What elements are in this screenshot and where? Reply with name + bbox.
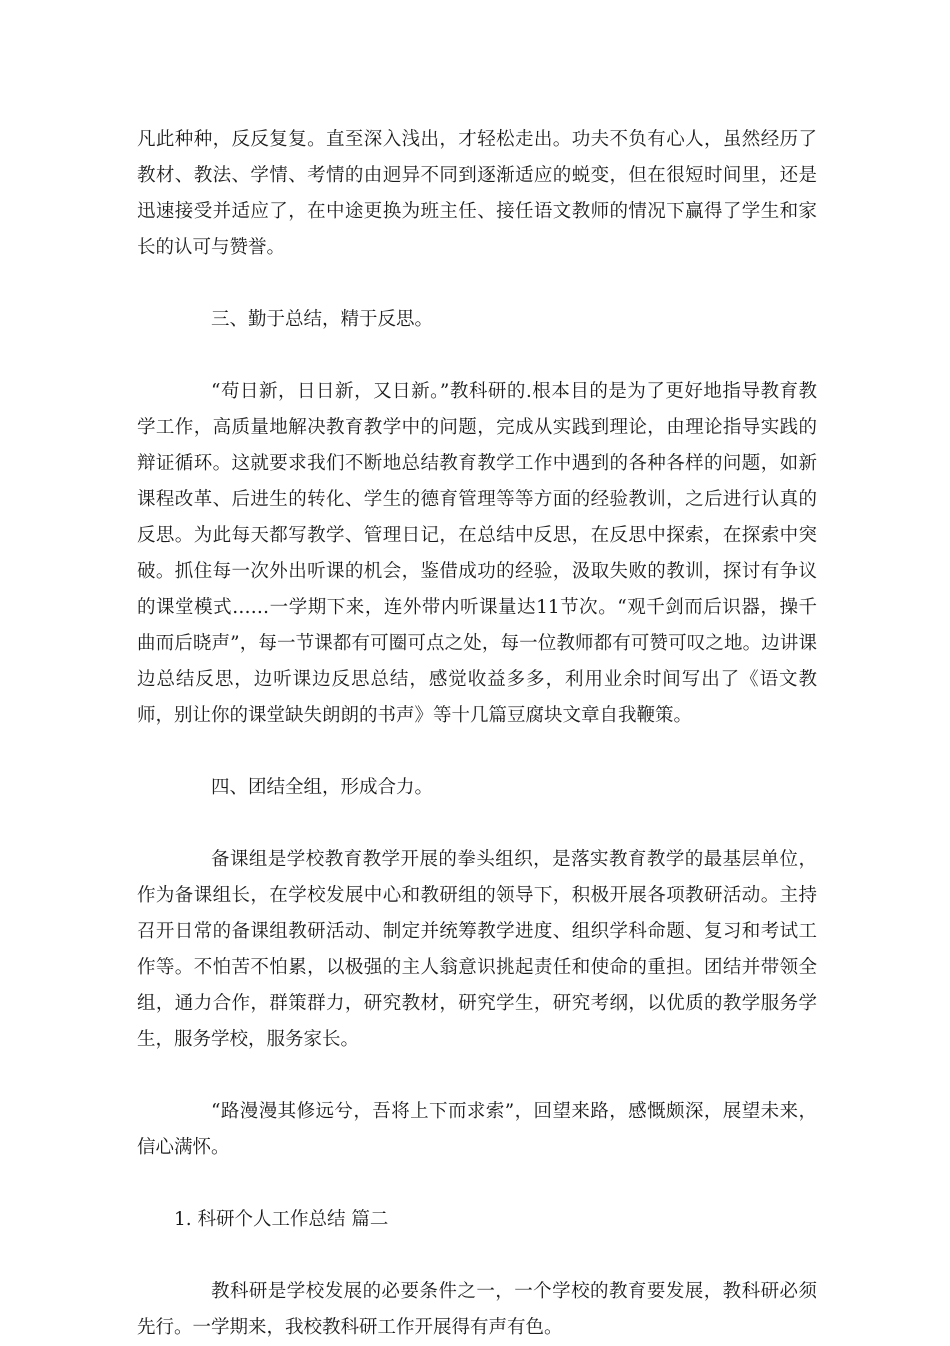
section-heading-3: 三、勤于总结，精于反思。	[211, 309, 434, 330]
paragraph-teamwork: 备课组是学校教育教学开展的拳头组织，是落实教育教学的最基层单位，作为备课组长，在学校发展中心和教研组的领导下，积极开展各项教研活动。主持召开日常的备课组教研活动、制定并统筹教学进度、组织学科命题、复习和考试工作等。不怕苦不怕累，以极强的主人翁意识挑起责任和使命的重担。团结并带领全组，通力合作，群策群力，研究教材，研究学生，研究考纲，以优质的教学服务学生，服务学校，服务家长。	[137, 849, 817, 1050]
paragraph-closing-quote: “路漫漫其修远兮，吾将上下而求索”，回望来路，感慨颇深，展望未来，信心满怀。	[137, 1101, 817, 1158]
article-heading-part-two: 1. 科研个人工作总结 篇二	[174, 1209, 389, 1230]
paragraph-continuation: 凡此种种，反反复复。直至深入浅出，才轻松走出。功夫不负有心人，虽然经历了教材、教法、学情、考情的由迥异不同到逐渐适应的蜕变，但在很短时间里，还是迅速接受并适应了，在中途更换为班主任、接任语文教师的情况下赢得了学生和家长的认可与赞誉。	[137, 129, 817, 258]
document-body	[137, 122, 817, 1346]
section-heading-4: 四、团结全组，形成合力。	[211, 777, 434, 798]
paragraph-reflection: “苟日新，日日新，又日新。”教科研的.根本目的是为了更好地指导教育教学工作，高质量地解决教育教学中的问题，完成从实践到理论，由理论指导实践的辩证循环。这就要求我们不断地总结教育教学工作中遇到的各种各样的问题，如新课程改革、后进生的转化、学生的德育管理等等方面的经验教训，之后进行认真的反思。为此每天都写教学、管理日记，在总结中反思，在反思中探索，在探索中突破。抓住每一次外出听课的机会，鉴借成功的经验，汲取失败的教训，探讨有争议的课堂模式……一学期下来，连外带内听课量达11节次。“观千剑而后识器，操千曲而后晓声”，每一节课都有可圈可点之处，每一位教师都有可赞可叹之地。边讲课边总结反思，边听课边反思总结，感觉收益多多，利用业余时间写出了《语文教师，别让你的课堂缺失朗朗的书声》等十几篇豆腐块文章自我鞭策。	[137, 381, 817, 726]
paragraph-research-intro: 教科研是学校发展的必要条件之一，一个学校的教育要发展，教科研必须先行。一学期来，我校教科研工作开展得有声有色。	[137, 1281, 817, 1338]
